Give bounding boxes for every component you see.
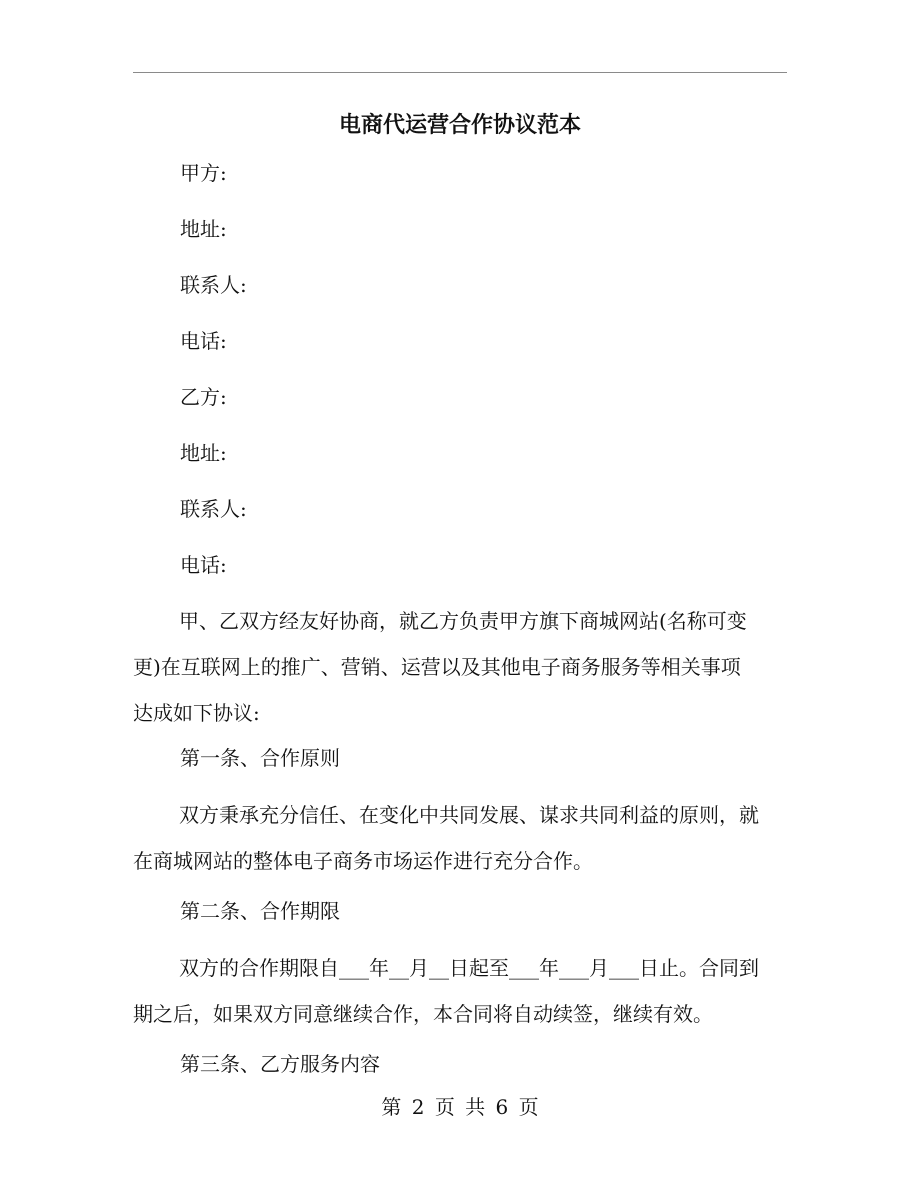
article-2-heading: 第二条、合作期限 (180, 899, 340, 923)
intro-line-2: 更)在互联网上的推广、营销、运营以及其他电子商务服务等相关事项 (133, 655, 741, 679)
header-rule (133, 72, 787, 73)
article-2-paragraph (133, 945, 789, 1037)
party-b-phone-label: 电话: (180, 553, 227, 577)
intro-paragraph (133, 598, 789, 736)
party-b-address-label: 地址: (180, 441, 227, 465)
document-title: 电商代运营合作协议范本 (338, 112, 581, 138)
page-indicator: 第 2 页 共 6 页 (381, 1095, 539, 1119)
article-1-line-1: 双方秉承充分信任、在变化中共同发展、谋求共同利益的原则，就 (179, 803, 759, 827)
party-b-contact-label: 联系人: (180, 497, 247, 521)
party-a-name-label: 甲方: (180, 161, 227, 185)
article-1-line-2: 在商城网站的整体电子商务市场运作进行充分合作。 (133, 849, 593, 873)
intro-line-1: 甲、乙双方经友好协商，就乙方负责甲方旗下商城网站(名称可变 (179, 609, 747, 633)
party-a-contact-label: 联系人: (180, 273, 247, 297)
party-a-phone-label: 电话: (180, 329, 227, 353)
article-2-line-2: 期之后，如果双方同意继续合作，本合同将自动续签，继续有效。 (133, 1002, 713, 1026)
intro-line-3: 达成如下协议: (133, 701, 260, 725)
article-1-paragraph (133, 792, 789, 884)
party-b-name-label: 乙方: (180, 385, 227, 409)
article-1-heading: 第一条、合作原则 (180, 746, 340, 770)
party-a-address-label: 地址: (180, 217, 227, 241)
article-3-heading: 第三条、乙方服务内容 (180, 1052, 380, 1076)
article-2-line-1: 双方的合作期限自___年__月__日起至___年___月___日止。合同到 (179, 956, 759, 980)
